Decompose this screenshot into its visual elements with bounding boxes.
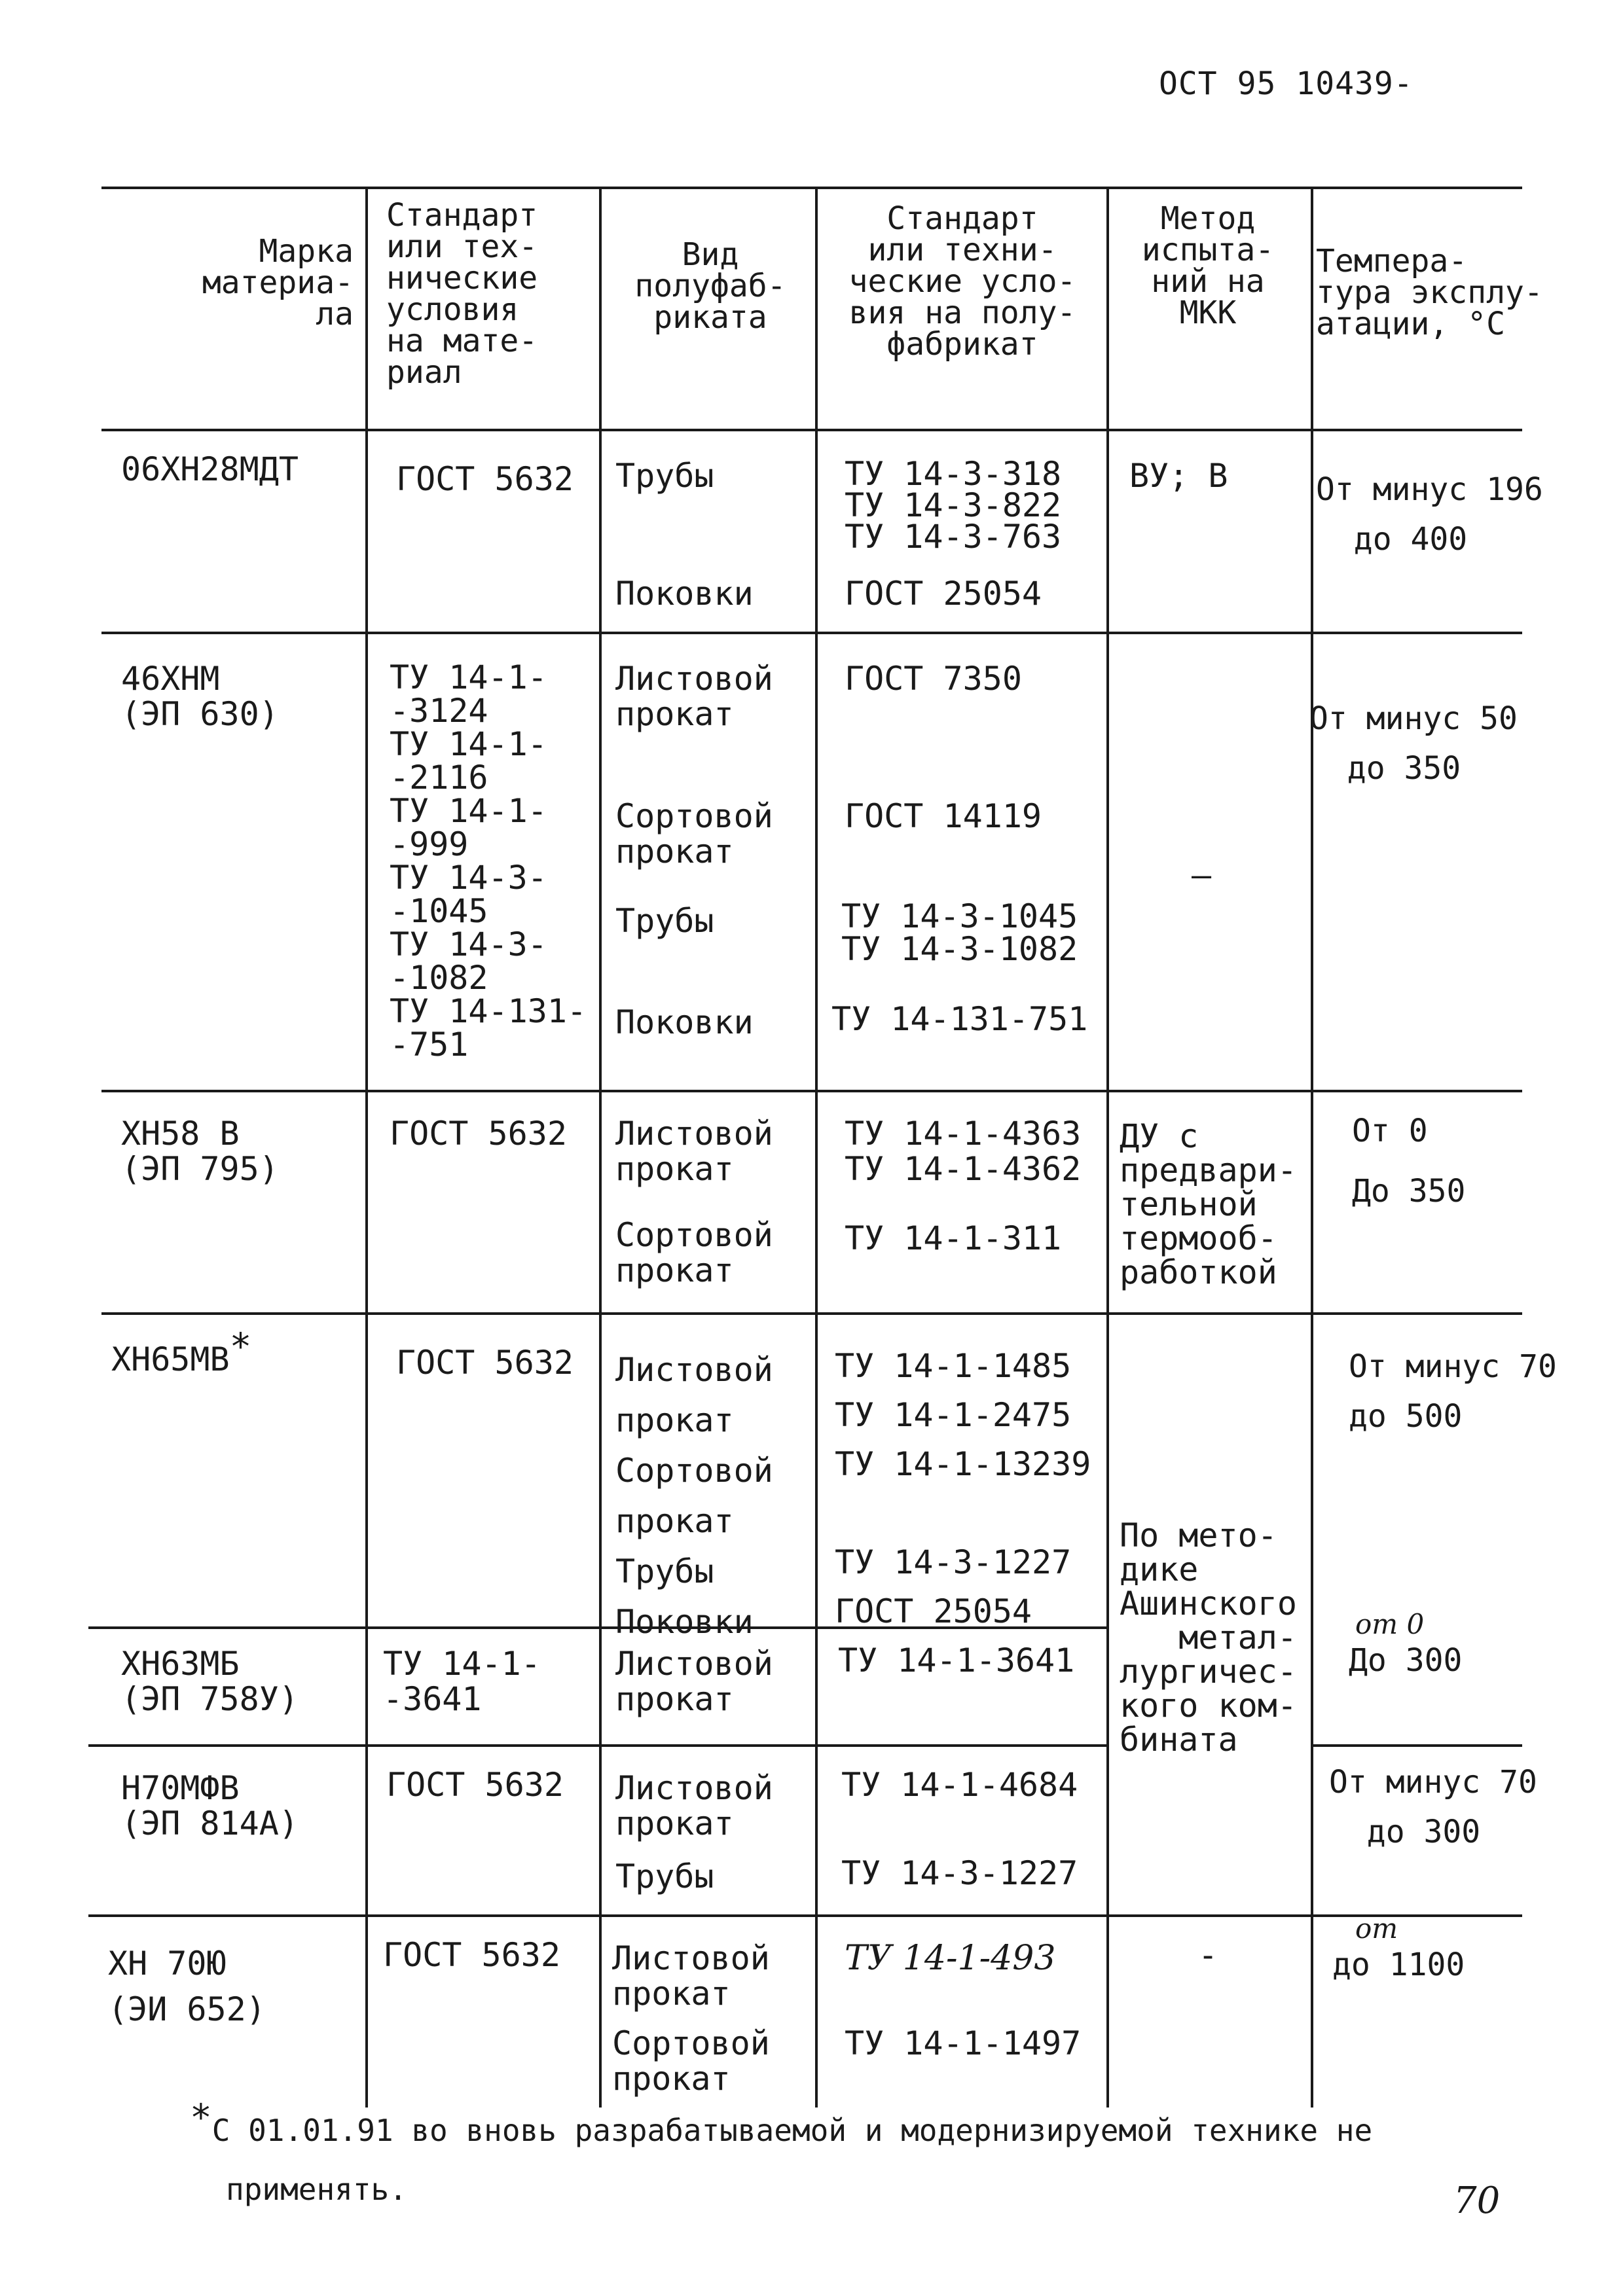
row4-forms: Листовой прокат Сортовой прокат Трубы Поковки	[615, 1351, 773, 1641]
row-rule-1	[101, 632, 1522, 634]
row6-form1-std: ТУ 14-1-4684	[841, 1766, 1078, 1804]
row4-grade	[111, 1325, 252, 1378]
shared-method: По мето- дике Ашинского метал- лургичес- кого ком- бината	[1120, 1516, 1297, 1759]
row1-temperature: От минус 196 до 400	[1316, 471, 1543, 558]
row5-grade: ХН63МБ (ЭП 758У)	[121, 1645, 299, 1718]
row7-grade: ХН 70Ю (ЭИ 652)	[108, 1945, 266, 2028]
row6-form2-std: ТУ 14-3-1227	[841, 1854, 1078, 1892]
row3-form1: Листовой прокат	[615, 1115, 773, 1188]
header-form: Вид полуфаб- риката	[634, 236, 786, 336]
col-rule-2	[599, 187, 602, 2108]
row7-form2: Сортовой прокат	[612, 2024, 770, 2098]
footnote	[190, 2096, 1373, 2219]
row4-forms-std: ТУ 14-1-1485 ТУ 14-1-2475 ТУ 14-1-13239 ТУ 14-3-1227 ГОСТ 25054	[835, 1347, 1091, 1630]
row2-form4-std: ТУ 14-131-751	[831, 1000, 1088, 1038]
row5-temperature-note: от 0	[1355, 1608, 1425, 1640]
row4-grade-text: ХН65МВ	[111, 1340, 230, 1378]
row7-material-standard: ГОСТ 5632	[383, 1936, 560, 1974]
header-bottom-rule	[101, 429, 1522, 431]
row7-form1: Листовой прокат	[612, 1939, 770, 2013]
row2-form4: Поковки	[615, 1003, 754, 1041]
row2-form1-std: ГОСТ 7350	[845, 660, 1022, 698]
row1-method: ВУ; В	[1129, 457, 1228, 495]
row4-temperature: От минус 70 до 500	[1349, 1348, 1557, 1435]
document-code: ОСТ 95 10439-	[1159, 65, 1413, 102]
footnote-line-1	[190, 2096, 1373, 2160]
row5-form1: Листовой прокат	[615, 1645, 773, 1718]
row6-temperature: От минус 70 до 300	[1329, 1764, 1537, 1850]
table-top-rule	[101, 187, 1522, 189]
row-rule-6	[88, 1914, 1522, 1917]
page-number: 70	[1453, 2179, 1501, 2222]
col-rule-4	[1106, 187, 1109, 2108]
row6-grade: Н70МФВ (ЭП 814А)	[121, 1769, 299, 1842]
col-rule-3	[815, 187, 818, 2108]
row3-form2-std: ТУ 14-1-311	[845, 1219, 1062, 1257]
row2-form1: Листовой прокат	[615, 660, 773, 733]
row7-form1-std: ТУ 14-1-493	[845, 1939, 1056, 1978]
row-rule-5b	[1313, 1744, 1522, 1747]
row-rule-5	[88, 1744, 1106, 1747]
row7-form2-std: ТУ 14-1-1497	[845, 2024, 1082, 2062]
header-method: Метод испыта- ний на МКК	[1141, 200, 1275, 331]
row7-method: -	[1198, 1936, 1218, 1974]
row-rule-2	[101, 1090, 1522, 1092]
row2-temperature: От минус 50 до 350	[1309, 700, 1518, 787]
row2-form2: Сортовой прокат	[615, 797, 773, 870]
row3-method: ДУ с предвари- тельной термооб- работкой	[1120, 1117, 1297, 1291]
row2-form3-std: ТУ 14-3-1045 ТУ 14-3-1082	[841, 897, 1078, 968]
row1-form1-std: ТУ 14-3-318 ТУ 14-3-822 ТУ 14-3-763	[845, 455, 1062, 556]
header-material-standard: Стандарт или тех- нические условия на мате- риал	[386, 197, 538, 391]
footnote-marker: *	[190, 2096, 212, 2140]
header-form-standard: Стандарт или техни- ческие усло- вия на полу- фабрикат	[848, 200, 1076, 363]
header-grade: Марка материа- ла	[202, 233, 354, 332]
row6-form1: Листовой прокат	[615, 1769, 773, 1842]
row3-form2: Сортовой прокат	[615, 1216, 773, 1289]
footnote-text-1: С 01.01.91 во вновь разрабатываемой и модернизируемой технике не	[211, 2113, 1373, 2148]
col-rule-5	[1311, 187, 1313, 2108]
row2-material-standard: ТУ 14-1- -3124 ТУ 14-1- -2116 ТУ 14-1- -999 ТУ 14-3- -1045 ТУ 14-3- -1082 ТУ 14-131- -751	[390, 658, 587, 1064]
row1-grade: 06ХН28МДТ	[121, 450, 299, 488]
row7-temperature-note: от	[1355, 1912, 1398, 1945]
row7-temperature: до 1100	[1332, 1946, 1465, 1983]
row5-material-standard: ТУ 14-1- -3641	[383, 1645, 541, 1718]
row5-temperature: До 300	[1349, 1642, 1463, 1679]
row4-material-standard: ГОСТ 5632	[396, 1344, 574, 1382]
row2-method: —	[1192, 856, 1212, 894]
row1-form2: Поковки	[615, 575, 754, 613]
row4-footnote-marker: *	[229, 1325, 252, 1369]
row-rule-3	[101, 1312, 1522, 1315]
row6-form2: Трубы	[615, 1857, 714, 1895]
row2-form3: Трубы	[615, 902, 714, 940]
col-rule-1	[365, 187, 368, 2108]
header-temperature: Темпера- тура эксплу- атации, °С	[1316, 243, 1543, 342]
row2-form2-std: ГОСТ 14119	[845, 797, 1042, 835]
row5-form1-std: ТУ 14-1-3641	[838, 1641, 1075, 1679]
row6-material-standard: ГОСТ 5632	[386, 1766, 564, 1804]
row3-material-standard: ГОСТ 5632	[390, 1115, 567, 1153]
footnote-line-2: применять.	[226, 2172, 407, 2207]
row1-material-standard: ГОСТ 5632	[396, 460, 574, 498]
row3-temperature: От 0 До 350	[1352, 1113, 1466, 1210]
row1-form1: Трубы	[615, 457, 714, 495]
row3-grade: ХН58 В (ЭП 795)	[121, 1115, 279, 1188]
row3-form1-std: ТУ 14-1-4363 ТУ 14-1-4362	[845, 1115, 1082, 1188]
row1-form2-std: ГОСТ 25054	[845, 575, 1042, 613]
row2-grade: 46ХНМ (ЭП 630)	[121, 660, 279, 733]
